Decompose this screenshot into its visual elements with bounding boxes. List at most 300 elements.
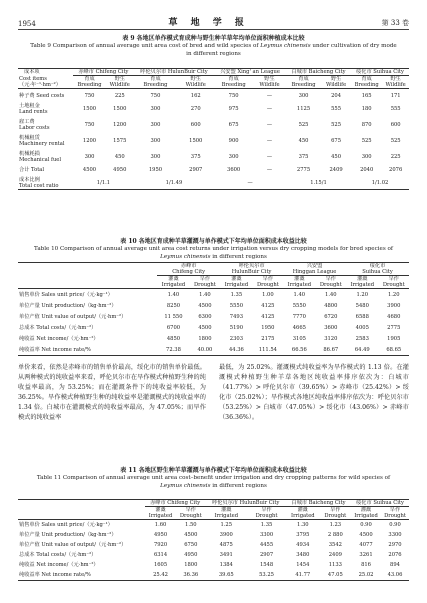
type-header: 旱作 [330, 507, 341, 513]
table-cell: 3600 [227, 167, 241, 173]
table-cell: 72.38 [166, 346, 181, 353]
table-cell: 525 [361, 138, 372, 144]
table-cell: 2175 [261, 335, 275, 342]
type-header: 野生 [390, 76, 401, 82]
table-header-row [18, 69, 409, 76]
table-cell: 4455 [259, 542, 274, 548]
type-header: 旱作 [261, 507, 272, 513]
page-number: 1954 [18, 20, 36, 28]
row-label: 单位产值 Unit value of output/（元·hm⁻²） [19, 313, 127, 320]
table-cell: 555 [390, 106, 401, 112]
table-cell: 300 [84, 154, 95, 160]
type-header-en: Irrigated [148, 513, 173, 519]
table-cell: 4500 [82, 167, 97, 173]
table-cell: 3300 [259, 532, 274, 538]
table-cell: 4500 [184, 532, 198, 538]
region-header-en: HulunBuir City [220, 269, 283, 276]
type-header: 旱作 [389, 507, 401, 513]
type-header-en: Irrigated [350, 282, 375, 288]
blank-header [18, 500, 145, 507]
table-cell: 4125 [261, 302, 275, 309]
region-header: 赤峰市 Chifeng City [145, 500, 206, 507]
table-cell: 1950 [261, 324, 275, 331]
table-cell: 3480 [296, 552, 310, 558]
type-header-en: Irrigated [214, 513, 239, 519]
table-cell: 1.40 [167, 291, 180, 298]
type-header: 旱作 [199, 276, 211, 282]
table-cell: 5550 [292, 302, 306, 309]
table-cell: 0.90 [360, 522, 372, 528]
table-cell: 2040 [360, 167, 374, 173]
type-header-en: Wildlife [259, 82, 280, 88]
table-cell: 5190 [229, 324, 243, 331]
table-cell: 165 [361, 93, 372, 99]
type-header-en: Wildlife [109, 82, 130, 88]
table-cell: 750 [150, 93, 161, 99]
type-header-en: Irrigated [287, 282, 312, 288]
table-cell: 2 880 [327, 532, 343, 538]
body-text-right [219, 363, 409, 424]
row-label: 纯收益率 Net income rate/% [19, 346, 91, 353]
row-label: 纯收益 Net income/（元·hm⁻²） [19, 335, 99, 342]
table-cell: 1950 [148, 167, 163, 173]
table-cell: 1454 [296, 562, 310, 568]
row-label-en: Mechanical fuel [19, 157, 62, 163]
table-header-row [18, 500, 409, 507]
row-label: 销售单价 Sales unit price/（元·kg⁻¹） [19, 291, 113, 298]
type-header: 灌溉 [294, 276, 305, 282]
table-cell: 1384 [219, 562, 233, 568]
type-header-en: Drought [319, 282, 342, 288]
table9-caption-en: Table 9 Comparison of annual average unit area cost of bred and wild species of Leymus chinensis under cultivation of dry mode [30, 42, 397, 49]
table9 [18, 68, 409, 190]
table-cell: 870 [361, 122, 372, 128]
table10-caption-en: Table 10 Comparison of annual average unit area cost returns under irrigation versus dry cropping models for bred species of [34, 245, 393, 252]
ratio-cell: — [247, 180, 253, 186]
type-header-en: Wildlife [385, 82, 406, 88]
table-cell: 4125 [261, 313, 275, 320]
table-cell: 450 [114, 154, 125, 160]
region-header: 赤峰市 [180, 263, 197, 269]
table-cell: 3542 [328, 542, 342, 548]
type-header-en: Drought [256, 282, 279, 288]
table-cell: 4077 [359, 542, 373, 548]
type-header: 野生 [330, 76, 342, 82]
table-cell: 300 [150, 122, 161, 128]
row-label: 单位产量 Unit production/（kg·hm⁻²） [19, 532, 117, 538]
type-header-en: Drought [255, 513, 278, 519]
table-cell: 53.25 [259, 572, 274, 578]
table-cell: 1548 [259, 562, 274, 568]
table-cell: 300 [228, 154, 239, 160]
table-cell: 39.65 [218, 572, 234, 578]
table-cell: 4665 [292, 324, 306, 331]
table11-caption [18, 467, 409, 490]
row-label: 单位产值 Unit value of output/（元·hm⁻²） [19, 542, 127, 548]
table-row [18, 520, 409, 531]
table-cell: — [266, 122, 273, 128]
table-row [18, 289, 409, 301]
table-cell: 25.42 [153, 572, 168, 578]
type-header-en: Wildlife [325, 82, 347, 88]
table-cell: 894 [390, 562, 400, 568]
table-cell: 1.35 [230, 291, 243, 298]
table9-caption [18, 35, 409, 58]
table-cell: 1.40 [199, 291, 211, 298]
table-cell: 600 [190, 122, 201, 128]
table-cell: 1905 [387, 335, 401, 342]
table11-caption-en-2: Leymus chinensis in different regions [160, 482, 267, 489]
table-cell: 375 [190, 154, 201, 160]
table-cell: 1.20 [387, 291, 400, 298]
type-header-en: Drought [382, 282, 405, 288]
volume-label: 第 33 卷 [381, 19, 409, 27]
type-header-en: Irrigated [354, 513, 378, 519]
type-header: 灌溉 [297, 507, 308, 513]
table-cell: 3300 [388, 532, 402, 538]
paragraph: 最低，为 25.02%。灌溉模式纯收益率为旱作模式的 1.13 倍。在灌溉模式种植野生种羊草各地区纯收益率排序依次为：白城市（41.77%）> 呼伦贝尔市（39.65%）> 赤峰市（25.42%）> 绥化市（25.02%）；旱作模式各地区纯收益率排序依次为：呼伦贝尔市（53.25%）> 白城市（47.05%）> 绥化市（43.06%）> 赤峰市（36.36%）。 [219, 364, 409, 422]
table-cell: 40.00 [197, 346, 213, 353]
row-label: 种子费 Seed costs [19, 93, 65, 99]
table10-caption-zh: 表 10 各地区育成种羊草灌溉与单作模式下年均单位面积成本收益比较 [120, 238, 307, 245]
table-cell: 1.23 [329, 522, 342, 528]
table-cell: 1605 [153, 562, 168, 568]
row-label: 单位产量 Unit production/（kg·hm⁻²） [19, 302, 117, 309]
table-cell: 111.54 [258, 346, 277, 353]
type-header: 灌溉 [360, 507, 372, 513]
table-cell: 6720 [324, 313, 338, 320]
table-cell: 2076 [388, 552, 402, 558]
row-label: 总成本 Total costs/（元·hm⁻²） [19, 552, 97, 558]
type-header-en: Breeding [77, 82, 102, 88]
table-cell: 2907 [259, 552, 274, 558]
table-cell: — [266, 167, 273, 173]
journal-title: 草 地 学 报 [168, 18, 249, 28]
type-header-en: Breeding [354, 82, 379, 88]
table-cell: 43.06 [387, 572, 403, 578]
table-cell: 1800 [198, 335, 212, 342]
table-cell: 68.65 [386, 346, 402, 353]
type-header-en: Breeding [143, 82, 168, 88]
table9-caption-zh: 表 9 各地区单作模式育成种与野生种羊草年均单位面积种植成本比较 [122, 35, 305, 42]
type-header-en: Wildlife [185, 82, 206, 88]
table-cell: 1500 [82, 106, 97, 112]
type-header: 旱作 [185, 507, 196, 513]
type-header-en: Drought [179, 513, 202, 519]
table-cell: 1500 [189, 138, 203, 144]
table-cell: 7770 [292, 313, 306, 320]
table-cell: 1.40 [293, 291, 306, 298]
table-cell: 162 [190, 93, 201, 99]
table-cell: 900 [228, 138, 239, 144]
table-cell: 2775 [387, 324, 401, 331]
type-header-en: Irrigated [291, 513, 315, 519]
table-cell: — [266, 106, 273, 112]
ratio-cell: 1/1.49 [165, 180, 183, 186]
table-cell: 2076 [389, 167, 403, 173]
table-cell: 7920 [153, 542, 168, 548]
table-cell: 4950 [113, 167, 127, 173]
table-cell: 4500 [198, 302, 212, 309]
row-label: 雇工费 [19, 119, 35, 125]
table-cell: 675 [331, 138, 342, 144]
table-cell: 36.36 [183, 572, 199, 578]
type-header: 旱作 [325, 276, 336, 282]
table-cell: 1575 [113, 138, 127, 144]
table-row [18, 570, 409, 581]
table-row [18, 300, 409, 311]
table-cell: 2583 [355, 335, 369, 342]
table-cell: 4500 [359, 532, 373, 538]
table-cell: 4950 [153, 532, 168, 538]
row-label: 合计 Total [19, 167, 45, 173]
table10-caption [18, 238, 409, 261]
table-cell: 4800 [324, 302, 338, 309]
table-row [18, 173, 409, 183]
table-cell: 11 550 [164, 313, 183, 320]
table-cell: 1.20 [356, 291, 369, 298]
table-cell: 525 [298, 122, 309, 128]
table-cell: 300 [361, 154, 372, 160]
region-header-en: Suihua City [346, 269, 409, 276]
table10 [18, 262, 409, 356]
type-header: 育成 [298, 76, 309, 82]
table-cell: 225 [390, 154, 401, 160]
table-cell: 25.02 [358, 572, 374, 578]
type-header: 旱作 [388, 276, 399, 282]
region-header: 兴安盟 [306, 263, 323, 269]
region-header: 绥化市 [369, 263, 386, 269]
region-header: 白城市 Baicheng City [286, 500, 351, 507]
type-header-en: Irrigated [161, 282, 186, 288]
body-text-left [18, 363, 206, 424]
table-cell: 204 [331, 93, 342, 99]
table9-caption-en-2: in different regions [186, 50, 241, 57]
table-cell: 750 [84, 93, 95, 99]
table-cell: 180 [361, 106, 372, 112]
type-header: 育成 [150, 76, 161, 82]
table-cell: 66.56 [291, 346, 307, 353]
type-header: 灌溉 [231, 276, 242, 282]
table-cell: 3900 [219, 532, 233, 538]
table-cell: 1200 [82, 138, 97, 144]
region-header: 呼伦贝尔市 HulunBuir City [205, 500, 286, 507]
table-cell: 525 [390, 138, 401, 144]
row-label: 销售单价 Sales unit price/（元·kg⁻¹） [19, 522, 113, 528]
table-cell: 3105 [292, 335, 306, 342]
table-row [18, 344, 409, 356]
table-cell: 2409 [328, 552, 342, 558]
table-cell: 3600 [324, 324, 338, 331]
paragraph: 单价来看，依然是赤峰市的销售单价最高，绥化市的销售单价最低。从两种模式的纯收益率来看，呼伦贝尔市在旱作模式种植野生种的纯收益率最高，为 53.25%；而在灌溉条件下的纯收益率较低，为 36.25%。旱作模式种植野生种的纯收益率是灌溉模式的纯收益率的 1.34 倍。白城市在灌溉模式的纯收益率最高，为 47.05%；而旱作模式的纯收益率 [18, 364, 206, 422]
table-row [18, 147, 409, 157]
table-row [18, 115, 409, 125]
column-header: Cost items [19, 75, 47, 82]
type-header: 灌溉 [357, 276, 368, 282]
table-cell: 300 [150, 154, 161, 160]
region-header: 白城市 Baicheng City [286, 69, 351, 76]
table-cell: 750 [228, 93, 239, 99]
table-cell: 171 [390, 93, 401, 99]
type-header: 旱作 [262, 276, 274, 282]
table-row [18, 89, 409, 100]
table11-caption-en: Table 11 Comparison of annual average unit area cost–benefit under irrigation and dry cropping patterns for wild species of [36, 474, 391, 481]
row-label: 成本比例 [19, 177, 40, 183]
table-cell: 41.77 [295, 572, 311, 578]
type-header: 灌溉 [155, 507, 166, 513]
type-header: 育成 [228, 76, 239, 82]
table-cell: 1133 [328, 562, 342, 568]
table-cell: 2409 [329, 167, 343, 173]
row-label: 机械租赁 [19, 135, 40, 141]
type-header: 育成 [84, 76, 95, 82]
table-row [18, 560, 409, 570]
type-header-en: Breeding [221, 82, 246, 88]
table-cell: 1125 [296, 106, 311, 112]
table-cell: 47.05 [327, 572, 343, 578]
table-cell: 6588 [355, 313, 369, 320]
table-cell: 4875 [219, 542, 233, 548]
table11 [18, 499, 409, 581]
type-header: 灌溉 [168, 276, 179, 282]
table-cell: 6314 [153, 552, 168, 558]
row-label: 土地租金 [19, 103, 40, 109]
table-row [18, 311, 409, 322]
page-header [18, 12, 409, 30]
region-header: 绥化市 Suihua City [351, 500, 409, 507]
table-cell: 2303 [229, 335, 243, 342]
ratio-cell: 1/1.1 [96, 180, 111, 186]
table-row [18, 322, 409, 333]
row-label: 总成本 Total costs/（元·hm⁻²） [19, 324, 97, 331]
row-label: 纯收益 Net income/（元·hm⁻²） [19, 562, 99, 568]
type-header-en: Drought [194, 282, 216, 288]
table-row [18, 99, 409, 109]
row-label-en: Total cost ratio [19, 183, 59, 189]
type-header-en: Irrigated [224, 282, 249, 288]
table-row [18, 131, 409, 141]
type-header-en: Drought [384, 513, 406, 519]
region-header: 呼伦贝尔市 [238, 263, 265, 269]
table-cell: 600 [390, 122, 401, 128]
table-cell: 300 [298, 93, 309, 99]
table-cell: 300 [150, 138, 161, 144]
table-cell: 1.35 [260, 522, 273, 528]
table-cell: 750 [84, 122, 95, 128]
table-cell: 4850 [166, 335, 181, 342]
region-header-en: Chifeng City [157, 269, 220, 276]
column-header: 成本项 [24, 69, 40, 76]
table-cell: 1.60 [154, 522, 167, 528]
table-cell: 6700 [166, 324, 181, 331]
table-cell: 1800 [184, 562, 198, 568]
table-cell: 1200 [113, 122, 127, 128]
table-cell: 4500 [198, 324, 212, 331]
row-label-en: Machinery rental [19, 141, 65, 147]
table-cell: 1.50 [185, 522, 197, 528]
table-cell: 2970 [388, 542, 402, 548]
table-row [18, 333, 409, 344]
type-header-en: Breeding [291, 82, 316, 88]
unit-header: （元·年⁻¹·hm⁻²） [19, 82, 61, 88]
table-cell: 816 [361, 562, 371, 568]
table-cell: 6750 [184, 542, 198, 548]
table-cell: 300 [150, 106, 161, 112]
type-header: 灌溉 [221, 507, 232, 513]
table-cell: 4005 [355, 324, 369, 331]
ratio-cell: 1/1.02 [371, 180, 389, 186]
region-header: 赤峰市 Chifeng City [73, 69, 134, 76]
table-row [18, 163, 409, 173]
type-header: 野生 [190, 76, 201, 82]
table-cell: 4950 [184, 552, 198, 558]
table-cell: 5480 [355, 302, 369, 309]
table-cell: 3491 [219, 552, 233, 558]
region-header-en: Hinggan League [283, 269, 346, 276]
table-cell: 675 [228, 122, 239, 128]
table-cell: 525 [331, 122, 342, 128]
type-header-en: Drought [324, 513, 347, 519]
table-cell: 375 [298, 154, 309, 160]
table-cell: 450 [331, 154, 342, 160]
row-label-en: Labor costs [19, 125, 50, 131]
table-cell: — [266, 154, 273, 160]
table-cell: 4934 [296, 542, 310, 548]
table-cell: 1500 [113, 106, 127, 112]
table-cell: 3900 [387, 302, 401, 309]
table-cell: 1.00 [262, 291, 274, 298]
table-cell: — [266, 138, 273, 144]
region-header: 呼伦贝尔市 HulunBuir City [134, 69, 215, 76]
table-cell: 86.67 [323, 346, 339, 353]
table-cell: 7493 [229, 313, 243, 320]
table-row [18, 540, 409, 550]
region-header: 绥化市 Suihua City [351, 69, 409, 76]
table-cell: 3120 [324, 335, 338, 342]
row-label: 纯收益率 Net income rate/% [19, 572, 91, 578]
table-cell: 0.90 [389, 522, 401, 528]
table-cell: 3261 [359, 552, 373, 558]
table11-caption-zh: 表 11 各地区野生种羊草灌溉与单作模式下年均单位面积成本收益比较 [120, 467, 307, 474]
table-cell: 1.40 [325, 291, 337, 298]
table-row [18, 550, 409, 560]
table-cell: 2907 [189, 167, 203, 173]
table-cell: 8250 [166, 302, 181, 309]
table-cell: 1.25 [220, 522, 233, 528]
table-cell: 5550 [229, 302, 243, 309]
table-cell: — [266, 93, 273, 99]
table-cell: 3795 [296, 532, 310, 538]
table-cell: 555 [331, 106, 342, 112]
table-cell: 2775 [296, 167, 311, 173]
ratio-cell: 1.15/1 [310, 180, 327, 186]
table-cell: 64.49 [354, 346, 370, 353]
table-row [18, 530, 409, 540]
table-cell: 225 [114, 93, 125, 99]
type-header: 育成 [361, 76, 372, 82]
table-cell: 450 [298, 138, 309, 144]
type-header: 野生 [264, 76, 275, 82]
table-cell: 975 [228, 106, 239, 112]
table-cell: 270 [190, 106, 201, 112]
type-header: 野生 [114, 76, 125, 82]
table-cell: 4680 [387, 313, 401, 320]
table-cell: 44.36 [228, 346, 244, 353]
row-label: 机械耗损 [19, 151, 40, 157]
table-cell: 6300 [198, 313, 212, 320]
table10-caption-en-2: Leymus chinensis in different regions [160, 253, 267, 260]
table-cell: 1.30 [297, 522, 309, 528]
